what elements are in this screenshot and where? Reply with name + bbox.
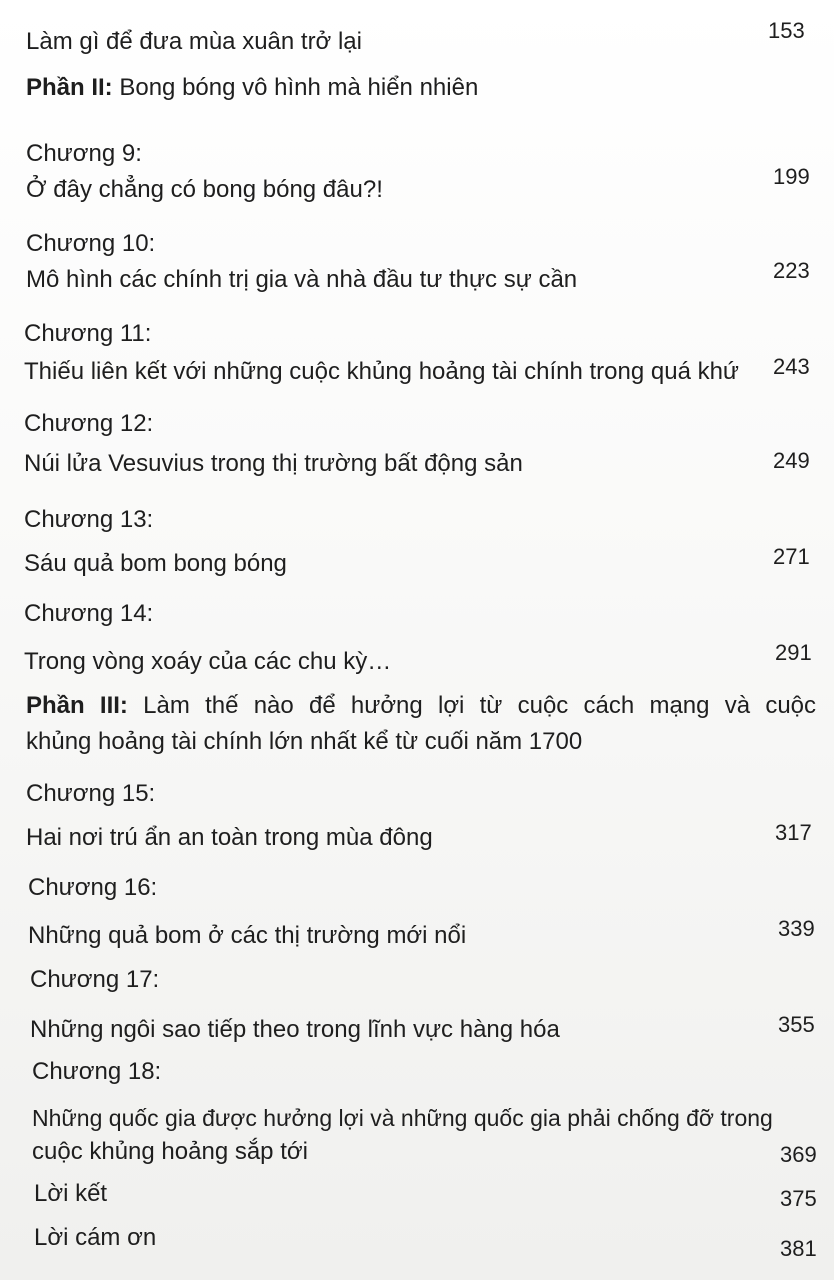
chapter-label: Chương 14: (24, 600, 154, 627)
chapter-label: Chương 11: (24, 320, 152, 347)
page-number: 223 (773, 258, 810, 283)
part-label: Phần II: (26, 74, 113, 101)
entry-title: Làm gì để đưa mùa xuân trở lại (26, 28, 362, 55)
page-number: 243 (773, 354, 810, 379)
entry-title: Sáu quả bom bong bóng (24, 550, 287, 577)
chapter-label: Chương 12: (24, 410, 154, 437)
page-number: 369 (780, 1142, 817, 1167)
page-number: 199 (773, 164, 810, 189)
chapter-label: Chương 9: (26, 140, 142, 167)
chapter-label: Chương 16: (28, 874, 158, 901)
page-number: 249 (773, 448, 810, 473)
chapter-label: Chương 10: (26, 230, 156, 257)
entry-title: Ở đây chẳng có bong bóng đâu?! (26, 176, 383, 203)
chapter-label: Chương 15: (26, 780, 156, 807)
part-heading-line (26, 688, 816, 724)
entry-title-line2: cuộc khủng hoảng sắp tới (32, 1138, 308, 1165)
part-title: Làm thế nào để hưởng lợi từ cuộc cách mạng và cuộc (143, 692, 817, 719)
entry-title: Hai nơi trú ẩn an toàn trong mùa đông (26, 824, 433, 851)
page-number: 291 (775, 640, 812, 665)
entry-title: Lời cám ơn (34, 1224, 157, 1251)
page-number: 339 (778, 916, 815, 941)
entry-title: Lời kết (34, 1180, 108, 1207)
part-heading (26, 74, 478, 102)
entry-title: Núi lửa Vesuvius trong thị trường bất động sản (24, 450, 523, 477)
entry-title: Thiếu liên kết với những cuộc khủng hoảng tài chính trong quá khứ (24, 358, 739, 385)
page-number: 355 (778, 1012, 815, 1037)
page-number: 317 (775, 820, 812, 845)
part-title-line2: khủng hoảng tài chính lớn nhất kể từ cuối năm 1700 (26, 728, 583, 755)
page-number: 381 (780, 1236, 817, 1261)
part-label: Phần III: (26, 692, 128, 719)
entry-title: Mô hình các chính trị gia và nhà đầu tư thực sự cần (26, 266, 578, 293)
entry-title: Những ngôi sao tiếp theo trong lĩnh vực hàng hóa (30, 1016, 560, 1043)
chapter-label: Chương 18: (32, 1058, 162, 1085)
chapter-label: Chương 13: (24, 506, 154, 533)
page-number: 153 (768, 18, 805, 43)
page-number: 375 (780, 1186, 817, 1211)
entry-title: Trong vòng xoáy của các chu kỳ… (24, 648, 392, 675)
chapter-label: Chương 17: (30, 966, 160, 993)
part-heading (26, 688, 816, 760)
part-title: Bong bóng vô hình mà hiển nhiên (119, 74, 479, 101)
entry-title: Những quốc gia được hưởng lợi và những quốc gia phải chống đỡ trong (32, 1105, 773, 1131)
entry-title: Những quả bom ở các thị trường mới nổi (28, 922, 467, 949)
page-number: 271 (773, 544, 810, 569)
